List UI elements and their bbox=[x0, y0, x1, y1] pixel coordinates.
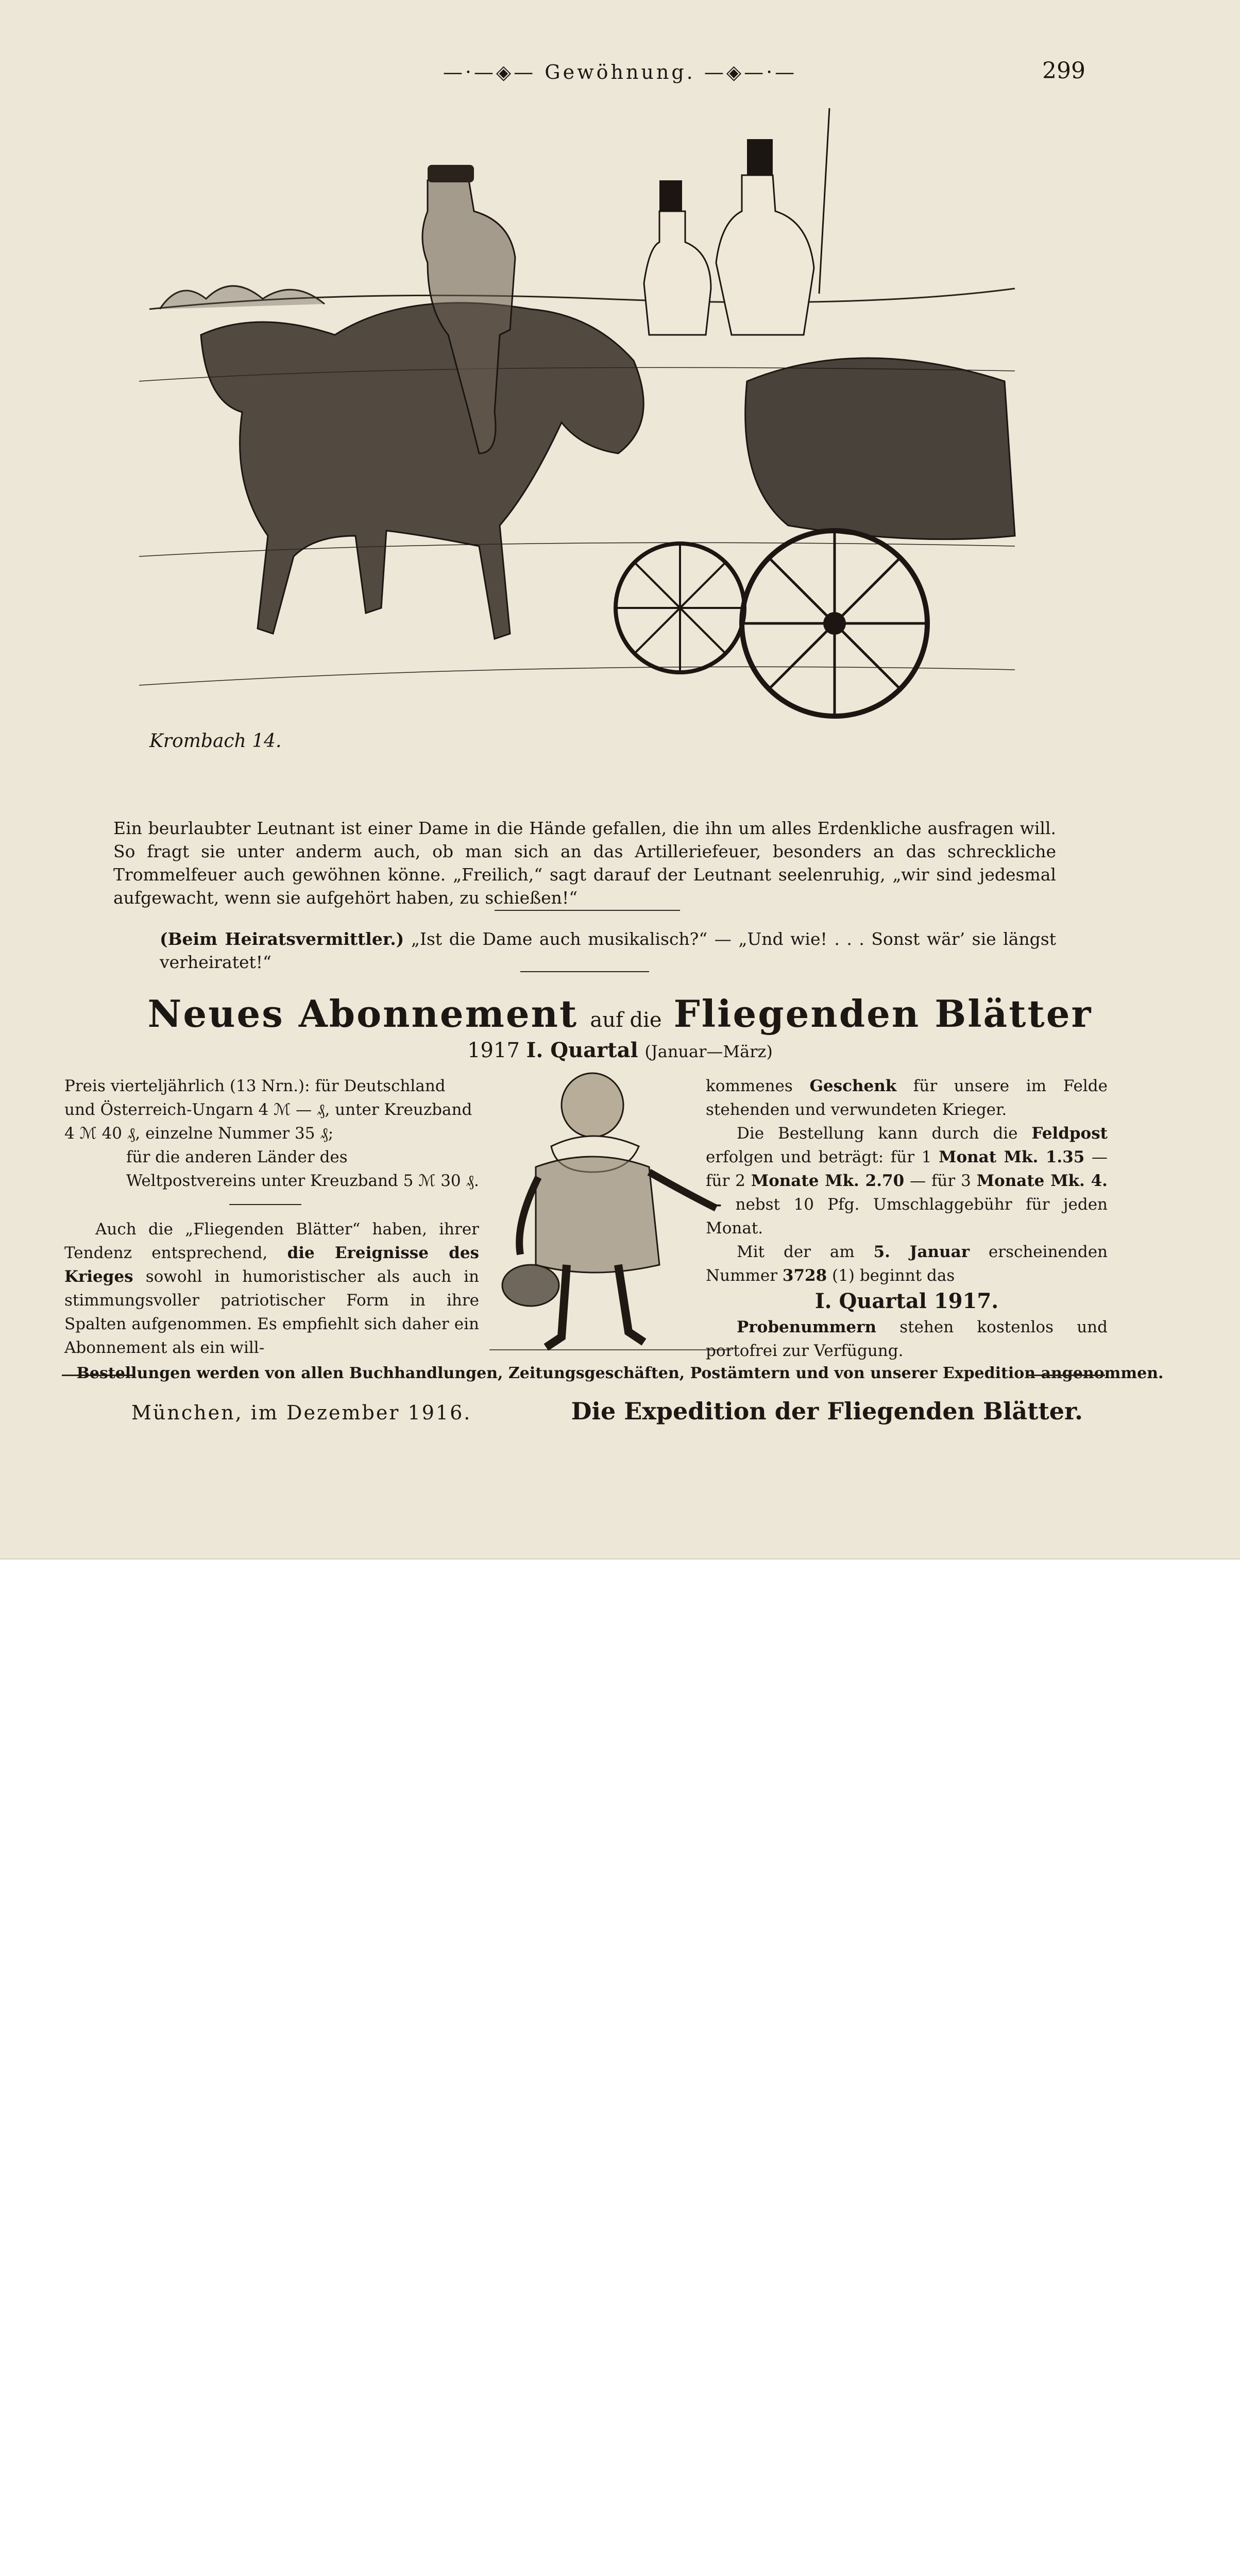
feldpost-text-c: erfolgen und beträgt: für 1 bbox=[706, 1148, 932, 1166]
samples-text: stehen kostenlos und portofrei zur Verfügung. bbox=[706, 1318, 1108, 1360]
feldpost-paragraph bbox=[706, 1122, 1108, 1240]
headline-part3: Fliegenden Blätter bbox=[673, 992, 1093, 1036]
ornament-left: —·—◈— bbox=[443, 61, 545, 83]
artist-signature: Krombach 14. bbox=[149, 731, 282, 752]
feldpost-text-a: Die Bestellung kann durch die bbox=[737, 1124, 1018, 1143]
issue-text-c: erscheinenden Nummer bbox=[706, 1243, 1108, 1285]
expedition-signature: Die Expedition der Fliegenden Blätter. bbox=[571, 1397, 1083, 1425]
samples-bold: Probenummern bbox=[737, 1318, 876, 1336]
illustration-officer-carriage bbox=[139, 93, 1025, 783]
war-text-c: sowohl in humoristischer als auch in stimmungsvoller patriotischer Form in ihre Spalten aufgenommen. Es empfiehlt sich daher ein Abonnement als ein will- bbox=[64, 1267, 479, 1357]
foreign-price-paragraph: für die anderen Länder des Weltpostvereins unter Kreuzband 5 ℳ 30 ₰. bbox=[126, 1148, 479, 1190]
digitization-footer bbox=[0, 1558, 1240, 1654]
feldpost-text-i: nebst 10 Pfg. Umschlaggebühr für jeden Monat. bbox=[706, 1195, 1108, 1238]
issue-text-e: (1) beginnt das bbox=[832, 1266, 955, 1285]
page-number: 299 bbox=[1042, 58, 1085, 84]
price-2-months: Monate Mk. 2.70 bbox=[751, 1172, 905, 1190]
feldpost-bold: Feldpost bbox=[1031, 1124, 1108, 1143]
headline-part2: auf die bbox=[590, 1008, 662, 1032]
carriage-shape bbox=[745, 358, 1015, 539]
divider-1 bbox=[495, 910, 680, 911]
joke-lead: (Beim Heiratsvermittler.) bbox=[160, 929, 404, 949]
price-1-month: Monat Mk. 1.35 bbox=[939, 1148, 1085, 1166]
cartoon-caption: Ein beurlaubter Leutnant ist einer Dame in die Hände gefallen, die ihn um alles Erdenkliche ausfragen will. So fragt sie unter anderm auch, ob man sich an das Artilleriefeuer, besonders an das schreckliche Trommelfeuer auch gewöhnen könne. „Freilich,“ sagt darauf der Leutnant seelenruhig, „wir sind jedesmal aufgewacht, wenn sie aufgehört haben, zu schießen!“ bbox=[113, 818, 1056, 908]
issue-date-bold: 5. Januar bbox=[873, 1243, 970, 1261]
ad-left-column bbox=[64, 1074, 479, 1360]
illustration-clown bbox=[489, 1069, 732, 1358]
ornament-right: —◈—·— bbox=[695, 61, 797, 83]
order-rule-right bbox=[1028, 1375, 1105, 1376]
gift-text-a: kommenes bbox=[706, 1077, 793, 1095]
samples-paragraph bbox=[706, 1315, 1108, 1363]
headline-part1: Neues Abonnement bbox=[147, 992, 579, 1036]
ad-subtitle bbox=[0, 1038, 1240, 1062]
war-paragraph bbox=[64, 1217, 479, 1360]
issue-paragraph bbox=[706, 1240, 1108, 1287]
gift-paragraph bbox=[706, 1074, 1108, 1122]
issue-text-a: Mit der am bbox=[737, 1243, 855, 1261]
horse-shape bbox=[201, 303, 643, 639]
order-line: Bestellungen werden von allen Buchhandlungen, Zeitungsgeschäften, Postämtern und von unserer Expedition angenommen. bbox=[76, 1364, 1164, 1382]
left-divider bbox=[229, 1204, 301, 1205]
ad-right-column bbox=[706, 1074, 1108, 1363]
joke-paragraph bbox=[160, 927, 1056, 974]
war-text-a: Auch die „Fliegenden Blätter“ haben, ihrer Tendenz entsprechend, bbox=[64, 1220, 479, 1262]
ad-headline bbox=[0, 992, 1240, 1036]
war-events-bold: die Ereignisse des Krieges bbox=[64, 1244, 479, 1286]
feldpost-text-g: — für 3 bbox=[910, 1172, 971, 1190]
running-title-text: Gewöhnung. bbox=[545, 61, 695, 83]
subtitle-year: 1917 bbox=[467, 1039, 520, 1062]
coachman-shape bbox=[716, 175, 814, 335]
gift-text-c: für unsere im Felde stehenden und verwundeten Krieger. bbox=[706, 1077, 1108, 1119]
gift-bold: Geschenk bbox=[809, 1077, 897, 1095]
subtitle-quarter: I. Quartal bbox=[526, 1038, 638, 1062]
issue-number-bold: 3728 bbox=[782, 1266, 827, 1285]
place-date: München, im Dezember 1916. bbox=[131, 1401, 472, 1424]
price-3-months: Monate Mk. 4.— bbox=[706, 1172, 1108, 1214]
subtitle-months: (Januar—März) bbox=[644, 1042, 773, 1061]
quarter-line: I. Quartal 1917. bbox=[814, 1289, 999, 1313]
joke-text: „Ist die Dame auch musikalisch?“ — „Und wie! . . . Sonst wär’ sie längst verheiratet!“ bbox=[160, 929, 1056, 972]
feldpost-text-e: — für 2 bbox=[706, 1148, 1108, 1190]
price-paragraph: Preis vierteljährlich (13 Nrn.): für Deutschland und Österreich-Ungarn 4 ℳ — ₰, unter Kreuzband 4 ℳ 40 ₰, einzelne Nummer 35 ₰; bbox=[64, 1077, 472, 1143]
divider-2 bbox=[520, 971, 649, 972]
